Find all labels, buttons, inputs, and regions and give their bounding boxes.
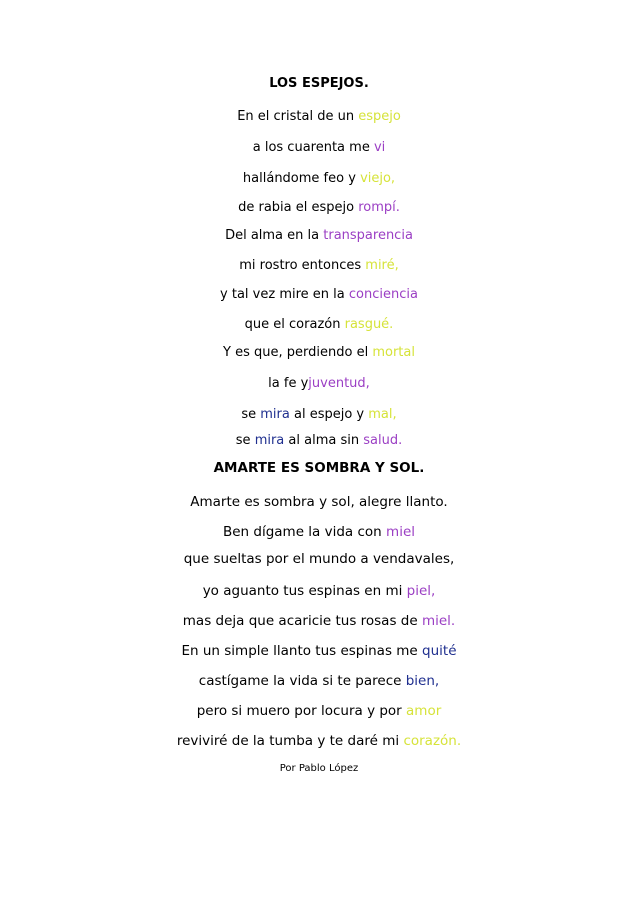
line-text: Ben dígame la vida con	[222, 524, 382, 540]
poem1-line-10	[0, 376, 638, 392]
line-text: reviviré de la tumba y te daré mi	[176, 733, 400, 749]
highlight-word: piel,	[406, 583, 436, 599]
highlight-word: miel.	[421, 613, 456, 629]
poem1-line-5	[0, 228, 638, 244]
author-signature: Por Pablo López	[279, 763, 359, 774]
highlight-word: espejo	[358, 109, 401, 124]
highlight-word: juventud,	[308, 376, 370, 391]
poem2-line-8	[0, 703, 638, 719]
highlight-word: corazón.	[403, 733, 462, 749]
poem1-line-12	[0, 433, 638, 449]
line-text: castígame la vida si te parece	[198, 673, 402, 689]
highlight-word: salud.	[363, 433, 403, 448]
highlight-word: quité	[422, 643, 457, 659]
highlight-word: viejo,	[360, 171, 396, 186]
poem2-line-3: que sueltas por el mundo a vendavales,	[183, 551, 455, 567]
line-text: hallándome feo y	[242, 171, 356, 186]
poem2-line-6	[0, 643, 638, 659]
highlight-word: vi	[373, 140, 386, 155]
poem1-line-6	[0, 258, 638, 274]
line-text: Y es que, perdiendo el	[223, 345, 369, 360]
poem2-line-5	[0, 613, 638, 629]
highlight-word: rompí.	[358, 200, 400, 215]
highlight-word: transparencia	[323, 228, 413, 243]
poem1-title: LOS ESPEJOS.	[269, 76, 369, 91]
poem1-line-1	[0, 109, 638, 125]
poem1-line-3	[0, 171, 638, 187]
highlight-word: rasgué.	[344, 317, 394, 332]
line-text: la fe y	[268, 376, 309, 391]
highlight-word: bien,	[405, 673, 440, 689]
line-text: se	[241, 407, 257, 422]
line-text: mi rostro entonces	[239, 258, 362, 273]
line-text: yo aguanto tus espinas en mi	[202, 583, 403, 599]
poem2-line-2	[0, 524, 638, 540]
poem1-line-2	[0, 140, 638, 156]
poem2-line-4	[0, 583, 638, 599]
highlight-word: miel	[386, 524, 416, 540]
poem2-line-7	[0, 673, 638, 689]
poem1-line-8	[0, 317, 638, 333]
line-text: de rabia el espejo	[238, 200, 355, 215]
poem2-title: AMARTE ES SOMBRA Y SOL.	[213, 460, 425, 476]
line-text: mas deja que acaricie tus rosas de	[182, 613, 418, 629]
highlight-word: amor	[406, 703, 442, 719]
highlight-word: mira	[254, 433, 285, 448]
poem2-line-9	[0, 733, 638, 749]
line-text: que el corazón	[244, 317, 341, 332]
poem1-line-11	[0, 407, 638, 423]
line-text: En el cristal de un	[237, 109, 355, 124]
line-text: pero si muero por locura y por	[196, 703, 402, 719]
poem2-line-1: Amarte es sombra y sol, alegre llanto.	[190, 494, 448, 510]
line-text: a los cuarenta me	[252, 140, 370, 155]
poem1-line-9	[0, 345, 638, 361]
highlight-word: mortal	[372, 345, 415, 360]
line-text: al alma sin	[288, 433, 360, 448]
line-text: Del alma en la	[225, 228, 320, 243]
line-text: se	[235, 433, 251, 448]
highlight-word: miré,	[365, 258, 399, 273]
highlight-word: mal,	[368, 407, 397, 422]
highlight-word: conciencia	[348, 287, 418, 302]
highlight-word: mira	[260, 407, 290, 422]
poem1-line-7	[0, 287, 638, 303]
line-text: En un simple llanto tus espinas me	[181, 643, 418, 659]
poem1-line-4	[0, 200, 638, 216]
line-text: y tal vez mire en la	[220, 287, 345, 302]
line-text: al espejo y	[294, 407, 365, 422]
